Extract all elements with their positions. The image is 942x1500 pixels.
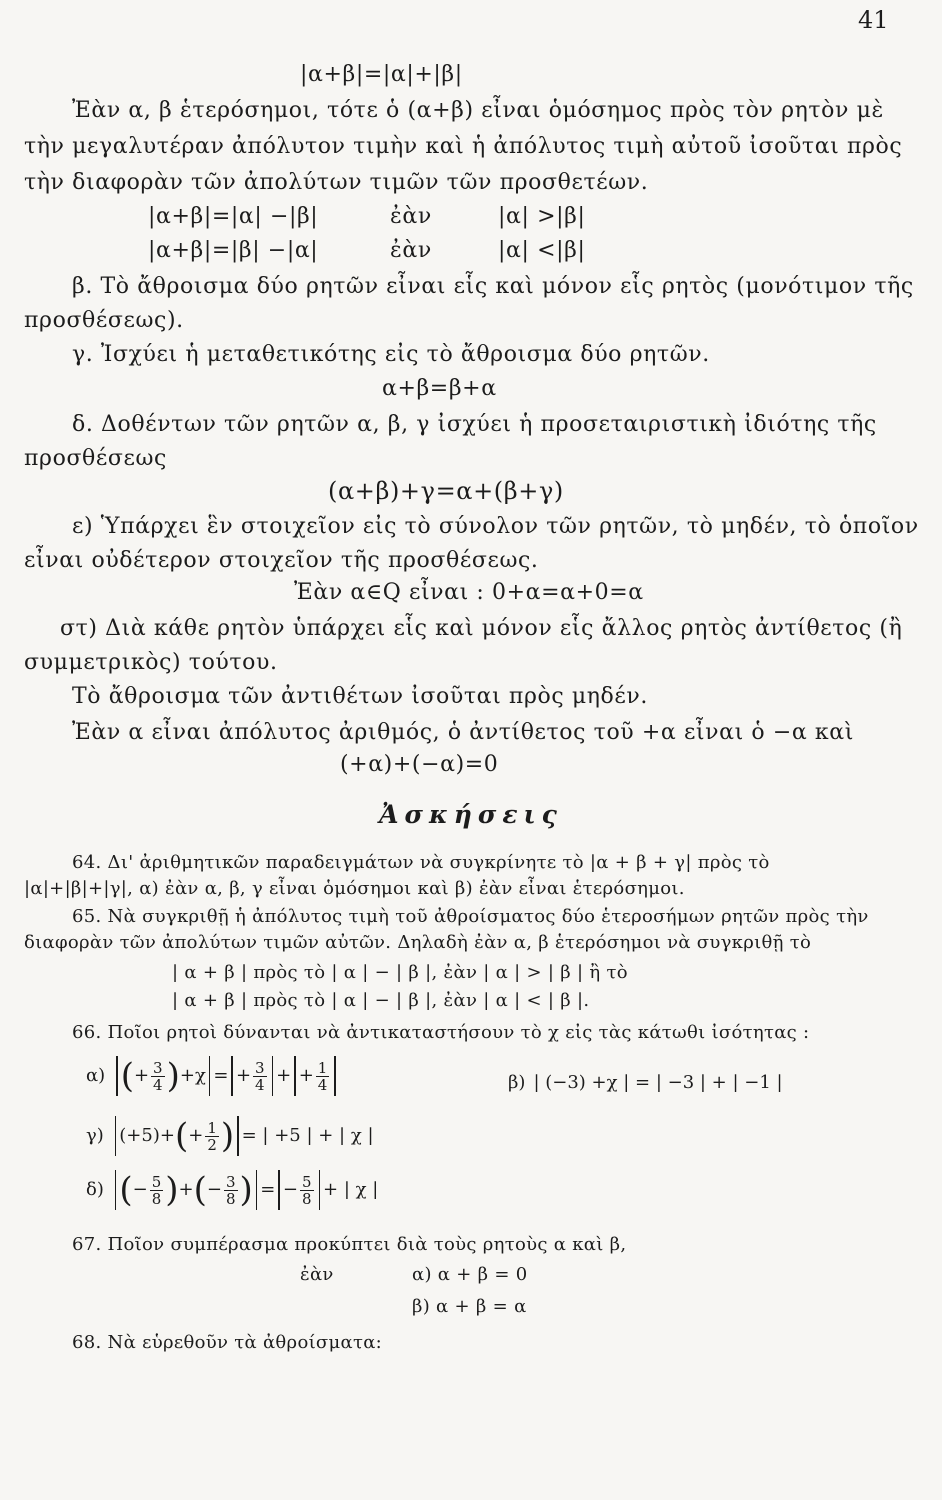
exercise-64-cont: |α|+|β|+|γ|, α) ἐὰν α, β, γ εἶναι ὁμόσημοι καὶ β) ἐὰν εἶναι ἑτερόσημοι. [24,878,685,899]
fraction: $\frac{5}{8}$ [151,1172,162,1208]
abs-bar [294,1056,296,1096]
equation: (+α)+(−α)=0 [340,752,499,777]
abs-bar [278,1170,280,1210]
condition-word: ἐὰν [390,238,432,263]
equation: Ἐὰν α∈Q εἶναι : 0+α=α+0=α [294,580,644,605]
text-line: γ. Ἰσχύει ἡ μεταθετικότης εἰς τὸ ἄθροισμα δύο ρητῶν. [72,342,710,367]
abs-bar [116,1056,118,1096]
text-line: προσθέσεως [24,446,167,471]
abs-bar [209,1056,211,1096]
condition-word: ἐὰν [390,204,432,229]
exercise-68: 68. Νὰ εὑρεθοῦν τὰ ἀθροίσματα: [72,1332,383,1353]
fraction: $\frac{3}{4}$ [153,1058,163,1094]
fraction: $\frac{5}{8}$ [301,1172,312,1208]
text-line: τὴν μεγαλυτέραν ἀπόλυτον τιμὴν καὶ ἡ ἀπόλυτος τιμὴ αὐτοῦ ἰσοῦται πρὸς [24,134,903,159]
abs-bar [334,1056,336,1096]
condition: |α| <|β| [498,238,586,263]
text-line: Τὸ ἄθροισμα τῶν ἀντιθέτων ἰσοῦται πρὸς μηδέν. [72,684,648,709]
text-line: συμμετρικὸς) τούτου. [24,650,278,675]
text-line: Ἐὰν α εἶναι ἀπόλυτος ἀριθμός, ὁ ἀντίθετος τοῦ +α εἶναι ὁ −α καὶ [72,720,854,745]
text-line: δ. Δοθέντων τῶν ρητῶν α, β, γ ἰσχύει ἡ προσεταιριστικὴ ἰδιότης τῆς [72,412,877,437]
equation: (α+β)+γ=α+(β+γ) [328,477,564,505]
exercise-65-cont: διαφορὰν τῶν ἀπολύτων τιμῶν αὐτῶν. Δηλαδὴ ἐὰν α, β ἑτερόσημοι νὰ συγκριθῇ τὸ [24,932,812,953]
abs-bar [272,1056,274,1096]
equation-gamma: γ) (+5)+(+ $\frac{1}{2}$ ) = | +5 | + | χ | [86,1116,374,1156]
exercise-66: 66. Ποῖοι ρητοὶ δύνανται νὰ ἀντικαταστήσουν τὸ χ εἰς τὰς κάτωθι ἰσότητας : [72,1022,810,1043]
equation-delta: δ) (− $\frac{5}{8}$ )+(− $\frac{3}{8}$ ) = − $\frac{5}{8}$ + | χ | [86,1170,379,1210]
fraction: $\frac{3}{8}$ [225,1172,236,1208]
text-line: προσθέσεως). [24,308,184,333]
page-number: 41 [858,6,889,34]
equation: |α+β|=|β| −|α| [148,238,319,263]
equation: |α+β|=|α| −|β| [148,204,319,229]
text-line: Ἐὰν α, β ἑτερόσημοι, τότε ὁ (α+β) εἶναι ὁμόσημος πρὸς τὸν ρητὸν μὲ [72,98,884,123]
abs-bar [115,1116,117,1156]
text-line: στ) Διὰ κάθε ρητὸν ὑπάρχει εἷς καὶ μόνον εἷς ἄλλος ρητὸς ἀντίθετος (ἢ [60,616,903,641]
text-line: ε) Ὑπάρχει ἓν στοιχεῖον εἰς τὸ σύνολον τῶν ρητῶν, τὸ μηδέν, τὸ ὁποῖον [72,514,919,539]
fraction: $\frac{1}{2}$ [207,1118,217,1154]
text-line: εἶναι οὐδέτερον στοιχεῖον τῆς προσθέσεως. [24,548,539,573]
exercise-65-case-2: | α + β | πρὸς τὸ | α | − | β |, ἐὰν | α | < | β |. [172,990,590,1011]
equation-label: γ) [86,1125,104,1146]
abs-bar [319,1170,321,1210]
equation-label: β) [508,1072,526,1093]
fraction: $\frac{3}{4}$ [255,1058,265,1094]
equation: α+β=β+α [382,376,497,401]
equation-label: δ) [86,1179,104,1200]
exercise-65-case-1: | α + β | πρὸς τὸ | α | − | β |, ἐὰν | α | > | β | ἢ τὸ [172,962,628,983]
equation-label: α) [86,1065,106,1086]
abs-bar [256,1170,258,1210]
abs-sum-equation: |α+β|=|α|+|β| [300,62,463,87]
condition: |α| >|β| [498,204,586,229]
exercises-heading: Ἀσκήσεις [379,800,563,829]
condition-word: ἐὰν [300,1264,334,1285]
exercise-67: 67. Ποῖον συμπέρασμα προκύπτει διὰ τοὺς ρητοὺς α καὶ β, [72,1234,627,1255]
abs-bar [237,1116,239,1156]
abs-bar [231,1056,233,1096]
exercise-67-case-b: β) α + β = α [412,1296,527,1317]
text-line: β. Τὸ ἄθροισμα δύο ρητῶν εἶναι εἷς καὶ μόνον εἷς ρητὸς (μονότιμον τῆς [72,274,914,299]
exercise-65: 65. Νὰ συγκριθῇ ἡ ἀπόλυτος τιμὴ τοῦ ἀθροίσματος δύο ἑτεροσήμων ρητῶν πρὸς τὴν [72,906,869,927]
fraction: $\frac{1}{4}$ [317,1058,328,1094]
exercise-67-case-a: α) α + β = 0 [412,1264,528,1285]
abs-bar [115,1170,117,1210]
equation-alpha: α) (+ $\frac{3}{4}$ )+χ = + $\frac{3}{4}$ + + $\frac{1}{4}$ [86,1056,339,1096]
text-line: τὴν διαφορὰν τῶν ἀπολύτων τιμῶν τῶν προσθετέων. [24,170,649,195]
equation-beta: β) | (−3) +χ | = | −3 | + | −1 | [508,1072,783,1093]
exercise-64: 64. Δι' ἀριθμητικῶν παραδειγμάτων νὰ συγκρίνητε τὸ |α + β + γ| πρὸς τὸ [72,852,770,873]
